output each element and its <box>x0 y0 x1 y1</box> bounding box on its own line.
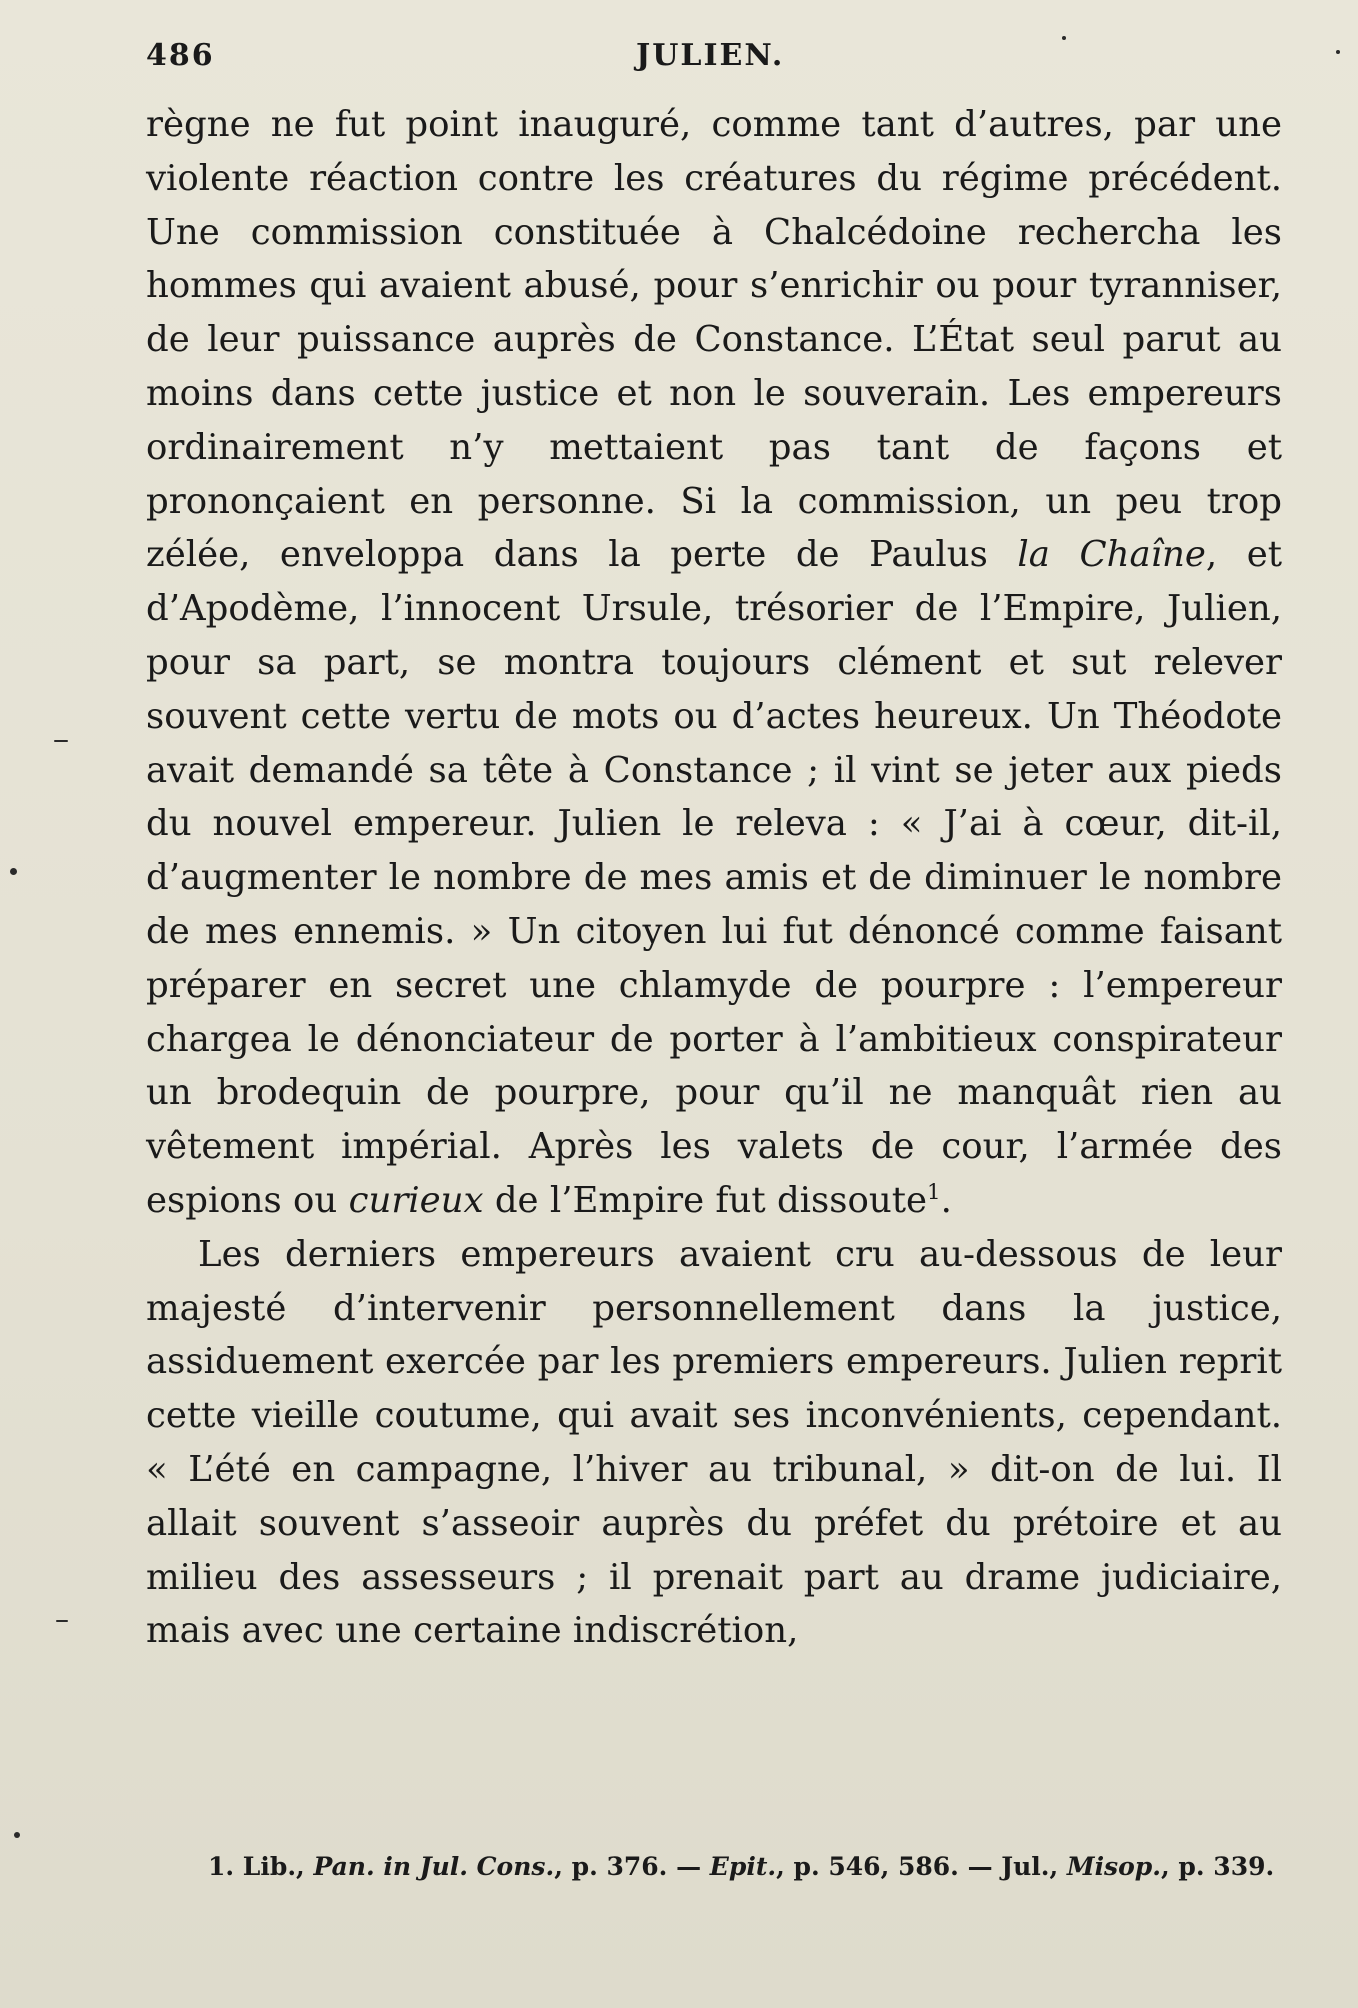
footnotes <box>168 1848 1282 1886</box>
running-title: JULIEN. <box>636 38 785 73</box>
italic-text: la Chaîne <box>1017 534 1206 576</box>
paragraph <box>146 98 1282 1228</box>
ink-speck <box>56 1620 68 1622</box>
footnote-marker: 1 <box>927 1180 941 1206</box>
text-run: de l’Empire fut dissoute <box>483 1179 927 1221</box>
italic-text: curieux <box>348 1179 484 1221</box>
text-run: , p. 376. — <box>554 1852 710 1881</box>
text-run: , p. 546, 586. — Jul., <box>776 1852 1067 1881</box>
ink-speck <box>1336 50 1340 54</box>
text-run: . <box>940 1179 952 1221</box>
body-text <box>146 98 1282 1658</box>
text-run: règne ne fut point inauguré, comme tant d’autres, par une violente réaction contre les créatures du régime précédent. Une commission constituée à Chalcédoine rechercha les hommes qui avaient abusé, pour s’enrichir ou pour tyranniser, de leur puissance auprès de Constance. L’État seul parut au moins dans cette justice et non le souverain. Les empereurs ordinairement n’y mettaient pas tant de façons et prononçaient en personne. Si la commission, un peu trop zélée, enveloppa dans la perte de Paulus <box>146 104 1282 576</box>
ink-speck <box>54 740 68 742</box>
text-run: 1. Lib., <box>208 1852 314 1881</box>
ink-speck <box>1062 36 1066 40</box>
text-run: , p. 339. <box>1161 1852 1275 1881</box>
italic-text: Misop. <box>1066 1852 1161 1881</box>
page-number: 486 <box>146 38 215 73</box>
italic-text: Epit. <box>709 1852 777 1881</box>
ink-speck <box>14 1832 20 1838</box>
footnote <box>168 1848 1282 1886</box>
text-run: Les derniers empereurs avaient cru au-dessous de leur majesté d’intervenir personnellement dans la justice, assiduement exercée par les premiers empereurs. Julien reprit cette vieille coutume, qui avait ses inconvénients, cependant. « L’été en campagne, l’hiver au tribunal, » dit-on de lui. Il allait souvent s’asseoir auprès du préfet du prétoire et au milieu des assesseurs ; il prenait part au drame judiciaire, mais avec une certaine indiscrétion, <box>146 1233 1282 1652</box>
italic-text: Pan. in Jul. Cons. <box>313 1852 555 1881</box>
running-head <box>146 38 1286 78</box>
ink-speck <box>10 868 17 875</box>
paragraph <box>146 1228 1282 1658</box>
text-run: , et d’Apodème, l’innocent Ursule, trésorier de l’Empire, Julien, pour sa part, se montra toujours clément et sut relever souvent cette vertu de mots ou d’actes heureux. Un Théodote avait demandé sa tête à Constance ; il vint se jeter aux pieds du nouvel empereur. Julien le releva : « J’ai à cœur, dit-il, d’augmenter le nombre de mes amis et de diminuer le nombre de mes ennemis. » Un citoyen lui fut dénoncé comme faisant préparer en secret une chlamyde de pourpre : l’empereur chargea le dénonciateur de porter à l’ambitieux conspirateur un brodequin de pourpre, pour qu’il ne manquât rien au vêtement impérial. Après les valets de cour, l’armée des espions ou <box>146 534 1282 1221</box>
